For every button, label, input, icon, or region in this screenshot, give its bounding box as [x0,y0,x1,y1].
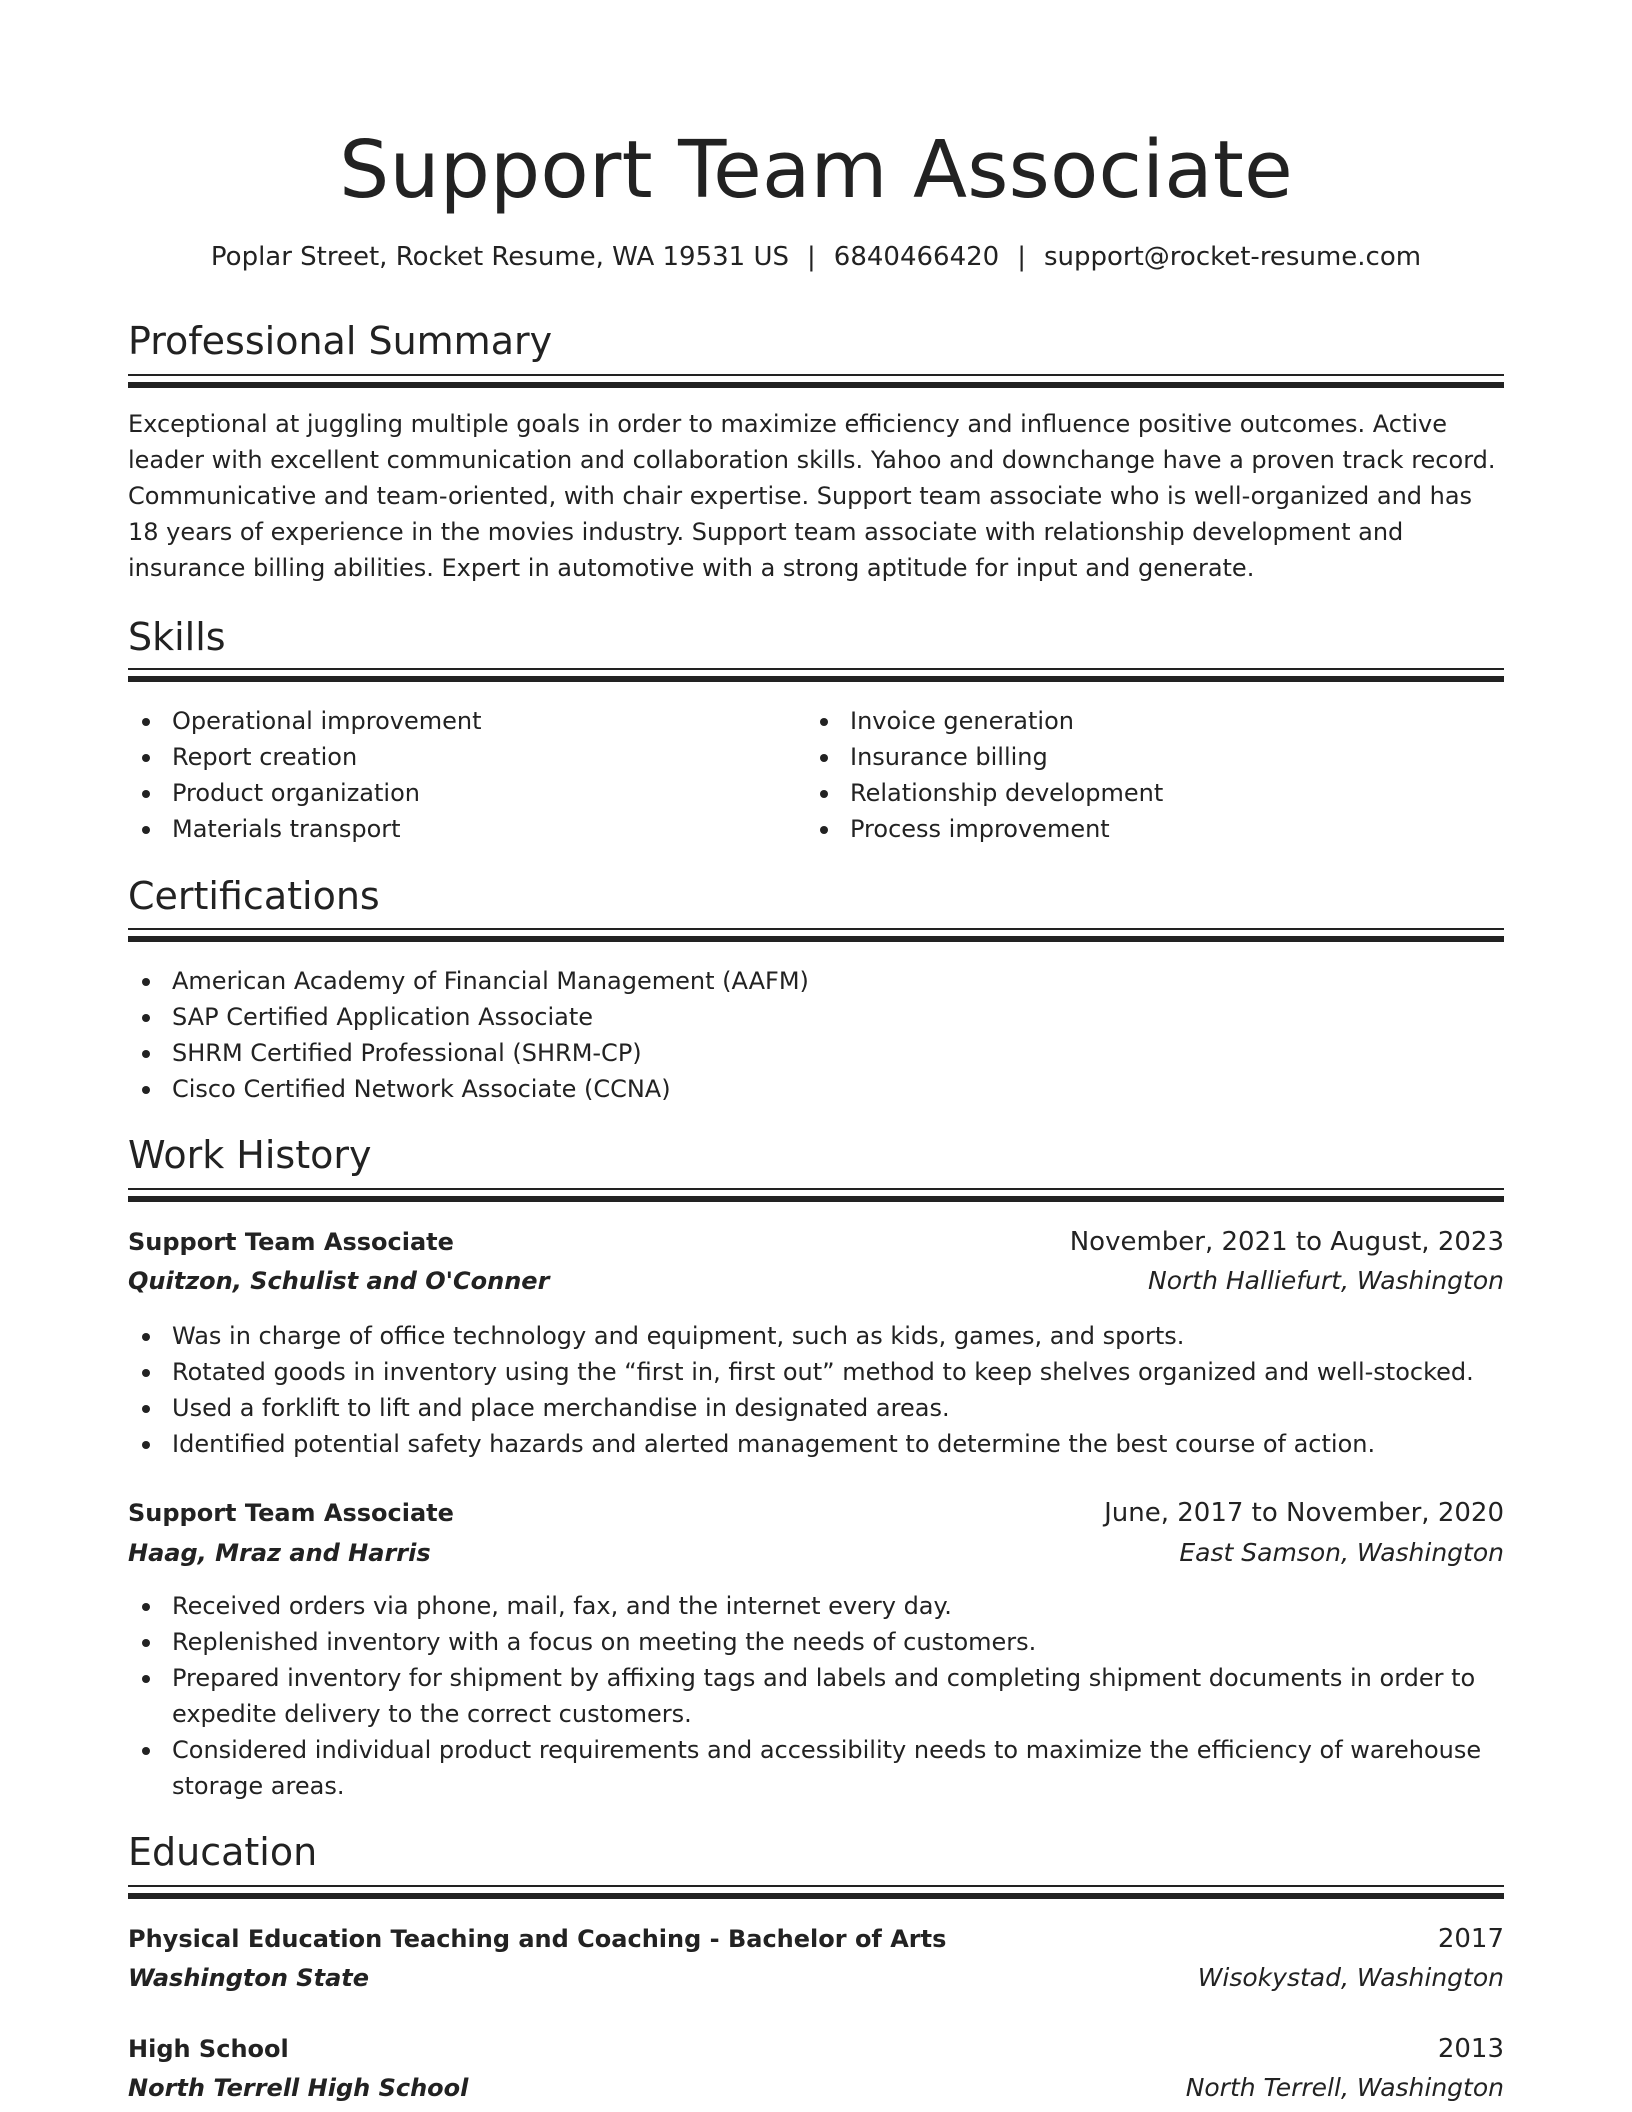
certification-item: Cisco Certified Network Associate (CCNA) [128,1071,1504,1107]
job-header-row [128,1222,1504,1262]
section-title-certifications: Certifications [128,874,380,918]
section-title-work-history: Work History [128,1133,372,1177]
contact-phone[interactable]: 6840466420 [833,242,1000,272]
section-divider [128,1188,1504,1203]
contact-address: Poplar Street, Rocket Resume, WA 19531 US [210,242,790,272]
skill-item: Invoice generation [806,703,1466,739]
contact-separator: | [807,242,816,272]
job-bullet: Rotated goods in inventory using the “first in, first out” method to keep shelves organized and well-stocked. [128,1354,1504,1390]
contact-separator: | [1017,242,1026,272]
education-year: 2017 [1437,1924,1504,1954]
job-dates: June, 2017 to November, 2020 [1104,1498,1504,1528]
skills-list-right [806,703,1466,847]
education-school: Washington State [128,1964,370,1992]
education-location: North Terrell, Washington [1185,2073,1504,2102]
section-divider [128,374,1504,389]
job-position: Support Team Associate [128,1499,454,1527]
contact-line [128,239,1504,275]
section-title-summary: Professional Summary [128,319,553,363]
job-company-row [128,1261,1504,1301]
education-header-row [128,1919,1504,1959]
job-bullet: Considered individual product requirements and accessibility needs to maximize the efficiency of warehouse storage areas. [128,1732,1504,1804]
education-school-row [128,1958,1504,1998]
job-company-row [128,1533,1504,1573]
job-bullet: Was in charge of office technology and equipment, such as kids, games, and sports. [128,1318,1504,1354]
skill-item: Insurance billing [806,739,1466,775]
education-school: North Terrell High School [128,2074,469,2102]
skill-item: Product organization [128,775,788,811]
section-divider [128,668,1504,683]
job-bullet: Identified potential safety hazards and alerted management to determine the best course of action. [128,1426,1504,1462]
section-divider [128,1885,1504,1900]
skill-item: Materials transport [128,811,788,847]
job-bullet: Replenished inventory with a focus on meeting the needs of customers. [128,1624,1504,1660]
job-bullets [128,1588,1504,1804]
summary-text: Exceptional at juggling multiple goals in order to maximize efficiency and influence positive outcomes. Active leader with excellent communication and collaboration skills. Yahoo and downchange have a proven track record. Communicative and team-oriented, with chair expertise. Support team associate who is well-organized and has 18 years of experience in the movies industry. Support team associate with relationship development and insurance billing abilities. Expert in automotive with a strong aptitude for input and generate. [128,410,1496,582]
job-bullet: Used a forklift to lift and place merchandise in designated areas. [128,1390,1504,1426]
section-divider [128,928,1504,943]
education-year: 2013 [1437,2034,1504,2064]
education-header-row [128,2029,1504,2069]
job-company: Haag, Mraz and Harris [128,1539,431,1567]
job-location: North Halliefurt, Washington [1148,1266,1504,1295]
skill-item: Report creation [128,739,788,775]
job-bullet: Prepared inventory for shipment by affixing tags and labels and completing shipment documents in order to expedite delivery to the correct customers. [128,1660,1504,1732]
section-title-education: Education [128,1830,318,1874]
job-position: Support Team Associate [128,1228,454,1256]
job-bullet: Received orders via phone, mail, fax, and the internet every day. [128,1588,1504,1624]
section-title-skills: Skills [128,615,226,659]
education-degree: High School [128,2035,289,2063]
job-dates: November, 2021 to August, 2023 [1069,1227,1504,1257]
job-header-row [128,1493,1504,1533]
job-location: East Samson, Washington [1179,1538,1504,1567]
education-location: Wisokystad, Washington [1197,1963,1504,1992]
contact-email[interactable]: support@rocket-resume.com [1043,242,1422,272]
skills-list-left [128,703,788,847]
certification-item: American Academy of Financial Management (AAFM) [128,963,1504,999]
certifications-list [128,963,1504,1107]
skill-item: Operational improvement [128,703,788,739]
education-degree: Physical Education Teaching and Coaching - Bachelor of Arts [128,1925,947,1953]
certification-item: SHRM Certified Professional (SHRM-CP) [128,1035,1504,1071]
education-school-row [128,2068,1504,2108]
certification-item: SAP Certified Application Associate [128,999,1504,1035]
job-bullets [128,1318,1504,1462]
skill-item: Relationship development [806,775,1466,811]
resume-name: Support Team Associate [339,124,1293,216]
job-company: Quitzon, Schulist and O'Conner [128,1267,550,1295]
skill-item: Process improvement [806,811,1466,847]
